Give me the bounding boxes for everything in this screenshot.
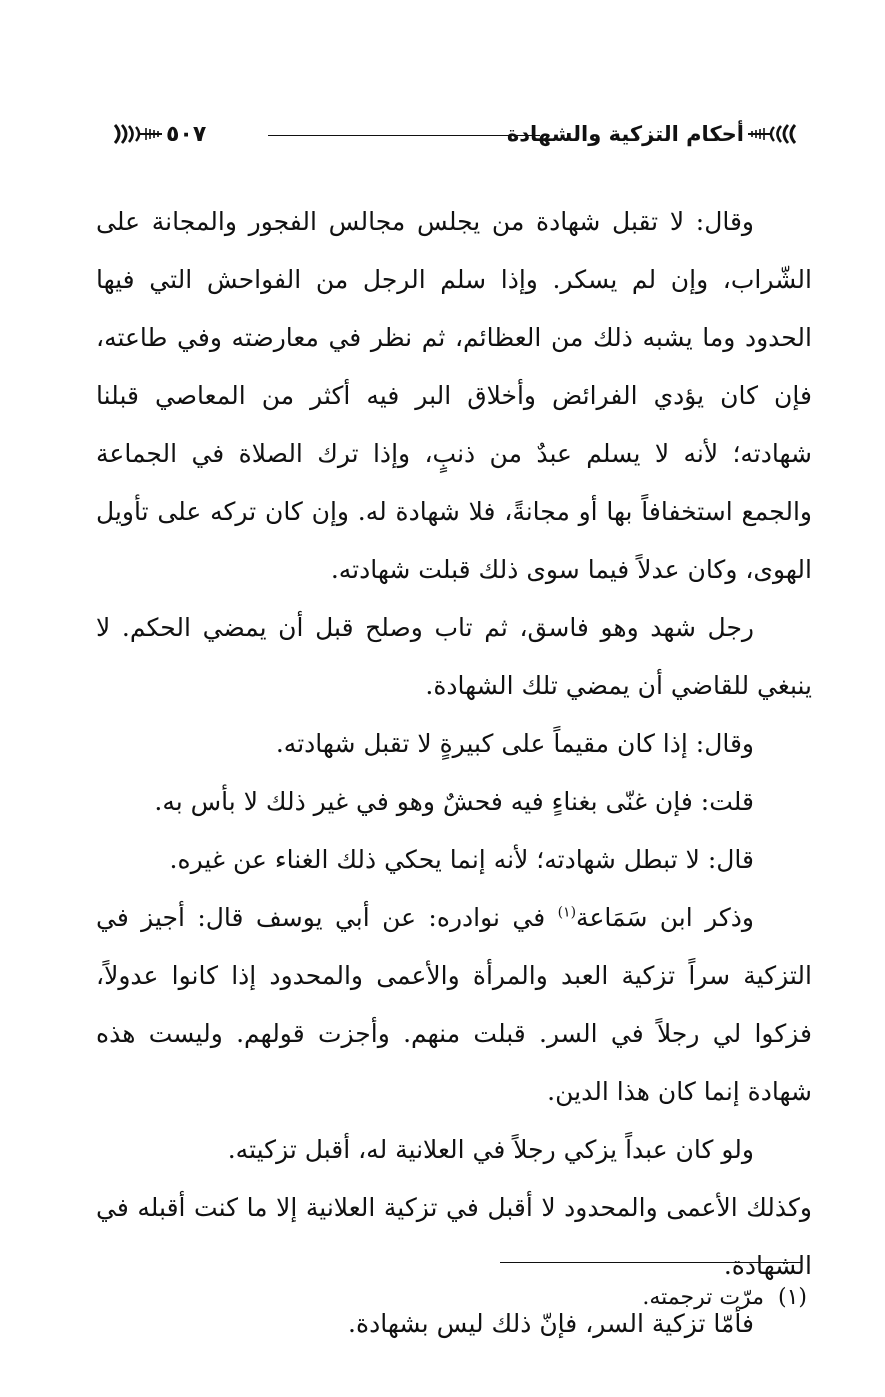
paragraph-2: رجل شهد وهو فاسق، ثم تاب وصلح قبل أن يمضي الحكم. لا ينبغي للقاضي أن يمضي تلك الشهادة. — [96, 613, 812, 700]
paragraph-3: وقال: إذا كان مقيماً على كبيرةٍ لا تقبل شهادته. — [275, 729, 754, 758]
header-ornament-left-icon — [100, 123, 162, 145]
header-ornament-right-icon — [748, 123, 810, 145]
paragraph-9: فأمّا تزكية السر، فإنّ ذلك ليس بشهادة. — [348, 1309, 754, 1338]
paragraph-6-text: في نوادره: عن أبي يوسف قال: أجيز في التزكية سراً تزكية العبد والمرأة والأعمى والمحدود إذا كانوا عدولاً، فزكوا لي رجلاً في السر. قبلت منهم. وأجزت قولهم. وليست هذه شهادة إنما كان هذا الدين. — [96, 903, 812, 1106]
paragraph-6 — [96, 889, 812, 1121]
header-page-group — [100, 112, 210, 156]
body-text — [96, 193, 812, 1353]
footnote-1 — [642, 1278, 807, 1318]
paragraph-6-lead: وذكر ابن سَمَاعة — [576, 903, 755, 932]
paragraph-4: قلت: فإن غنّى بغناءٍ فيه فحشٌ وهو في غير ذلك لا بأس به. — [154, 787, 754, 816]
header-title-group — [503, 112, 810, 156]
header-title: أحكام التزكية والشهادة — [506, 122, 744, 146]
paragraph-8: وكذلك الأعمى والمحدود لا أقبل في تزكية العلانية إلا ما كنت أقبله في الشهادة. — [96, 1193, 812, 1280]
running-header — [100, 112, 810, 156]
footnote-text: مرّت ترجمته. — [642, 1285, 764, 1310]
footnote-separator — [500, 1262, 802, 1263]
footnote-marker: (١) — [777, 1285, 807, 1310]
paragraph-5: قال: لا تبطل شهادته؛ لأنه إنما يحكي ذلك الغناء عن غيره. — [169, 845, 754, 874]
footnote-reference[interactable]: (١) — [557, 904, 577, 921]
page-number: ٥٠٧ — [166, 121, 207, 147]
paragraph-7: ولو كان عبداً يزكي رجلاً في العلانية له، أقبل تزكيته. — [227, 1135, 754, 1164]
paragraph-1: وقال: لا تقبل شهادة من يجلس مجالس الفجور والمجانة على الشّراب، وإن لم يسكر. وإذا سلم الرجل من الفواحش التي فيها الحدود وما يشبه ذلك من العظائم، ثم نظر في معارضته وفي طاعته، فإن كان يؤدي الفرائض وأخلاق البر فيه أكثر من المعاصي قبلنا شهادته؛ لأنه لا يسلم عبدٌ من ذنبٍ، وإذا ترك الصلاة في الجماعة والجمع استخفافاً بها أو مجانةً، فلا شهادة له. وإن كان تركه على تأويل الهوى، وكان عدلاً فيما سوى ذلك قبلت شهادته. — [96, 207, 812, 584]
header-rule — [268, 135, 540, 136]
